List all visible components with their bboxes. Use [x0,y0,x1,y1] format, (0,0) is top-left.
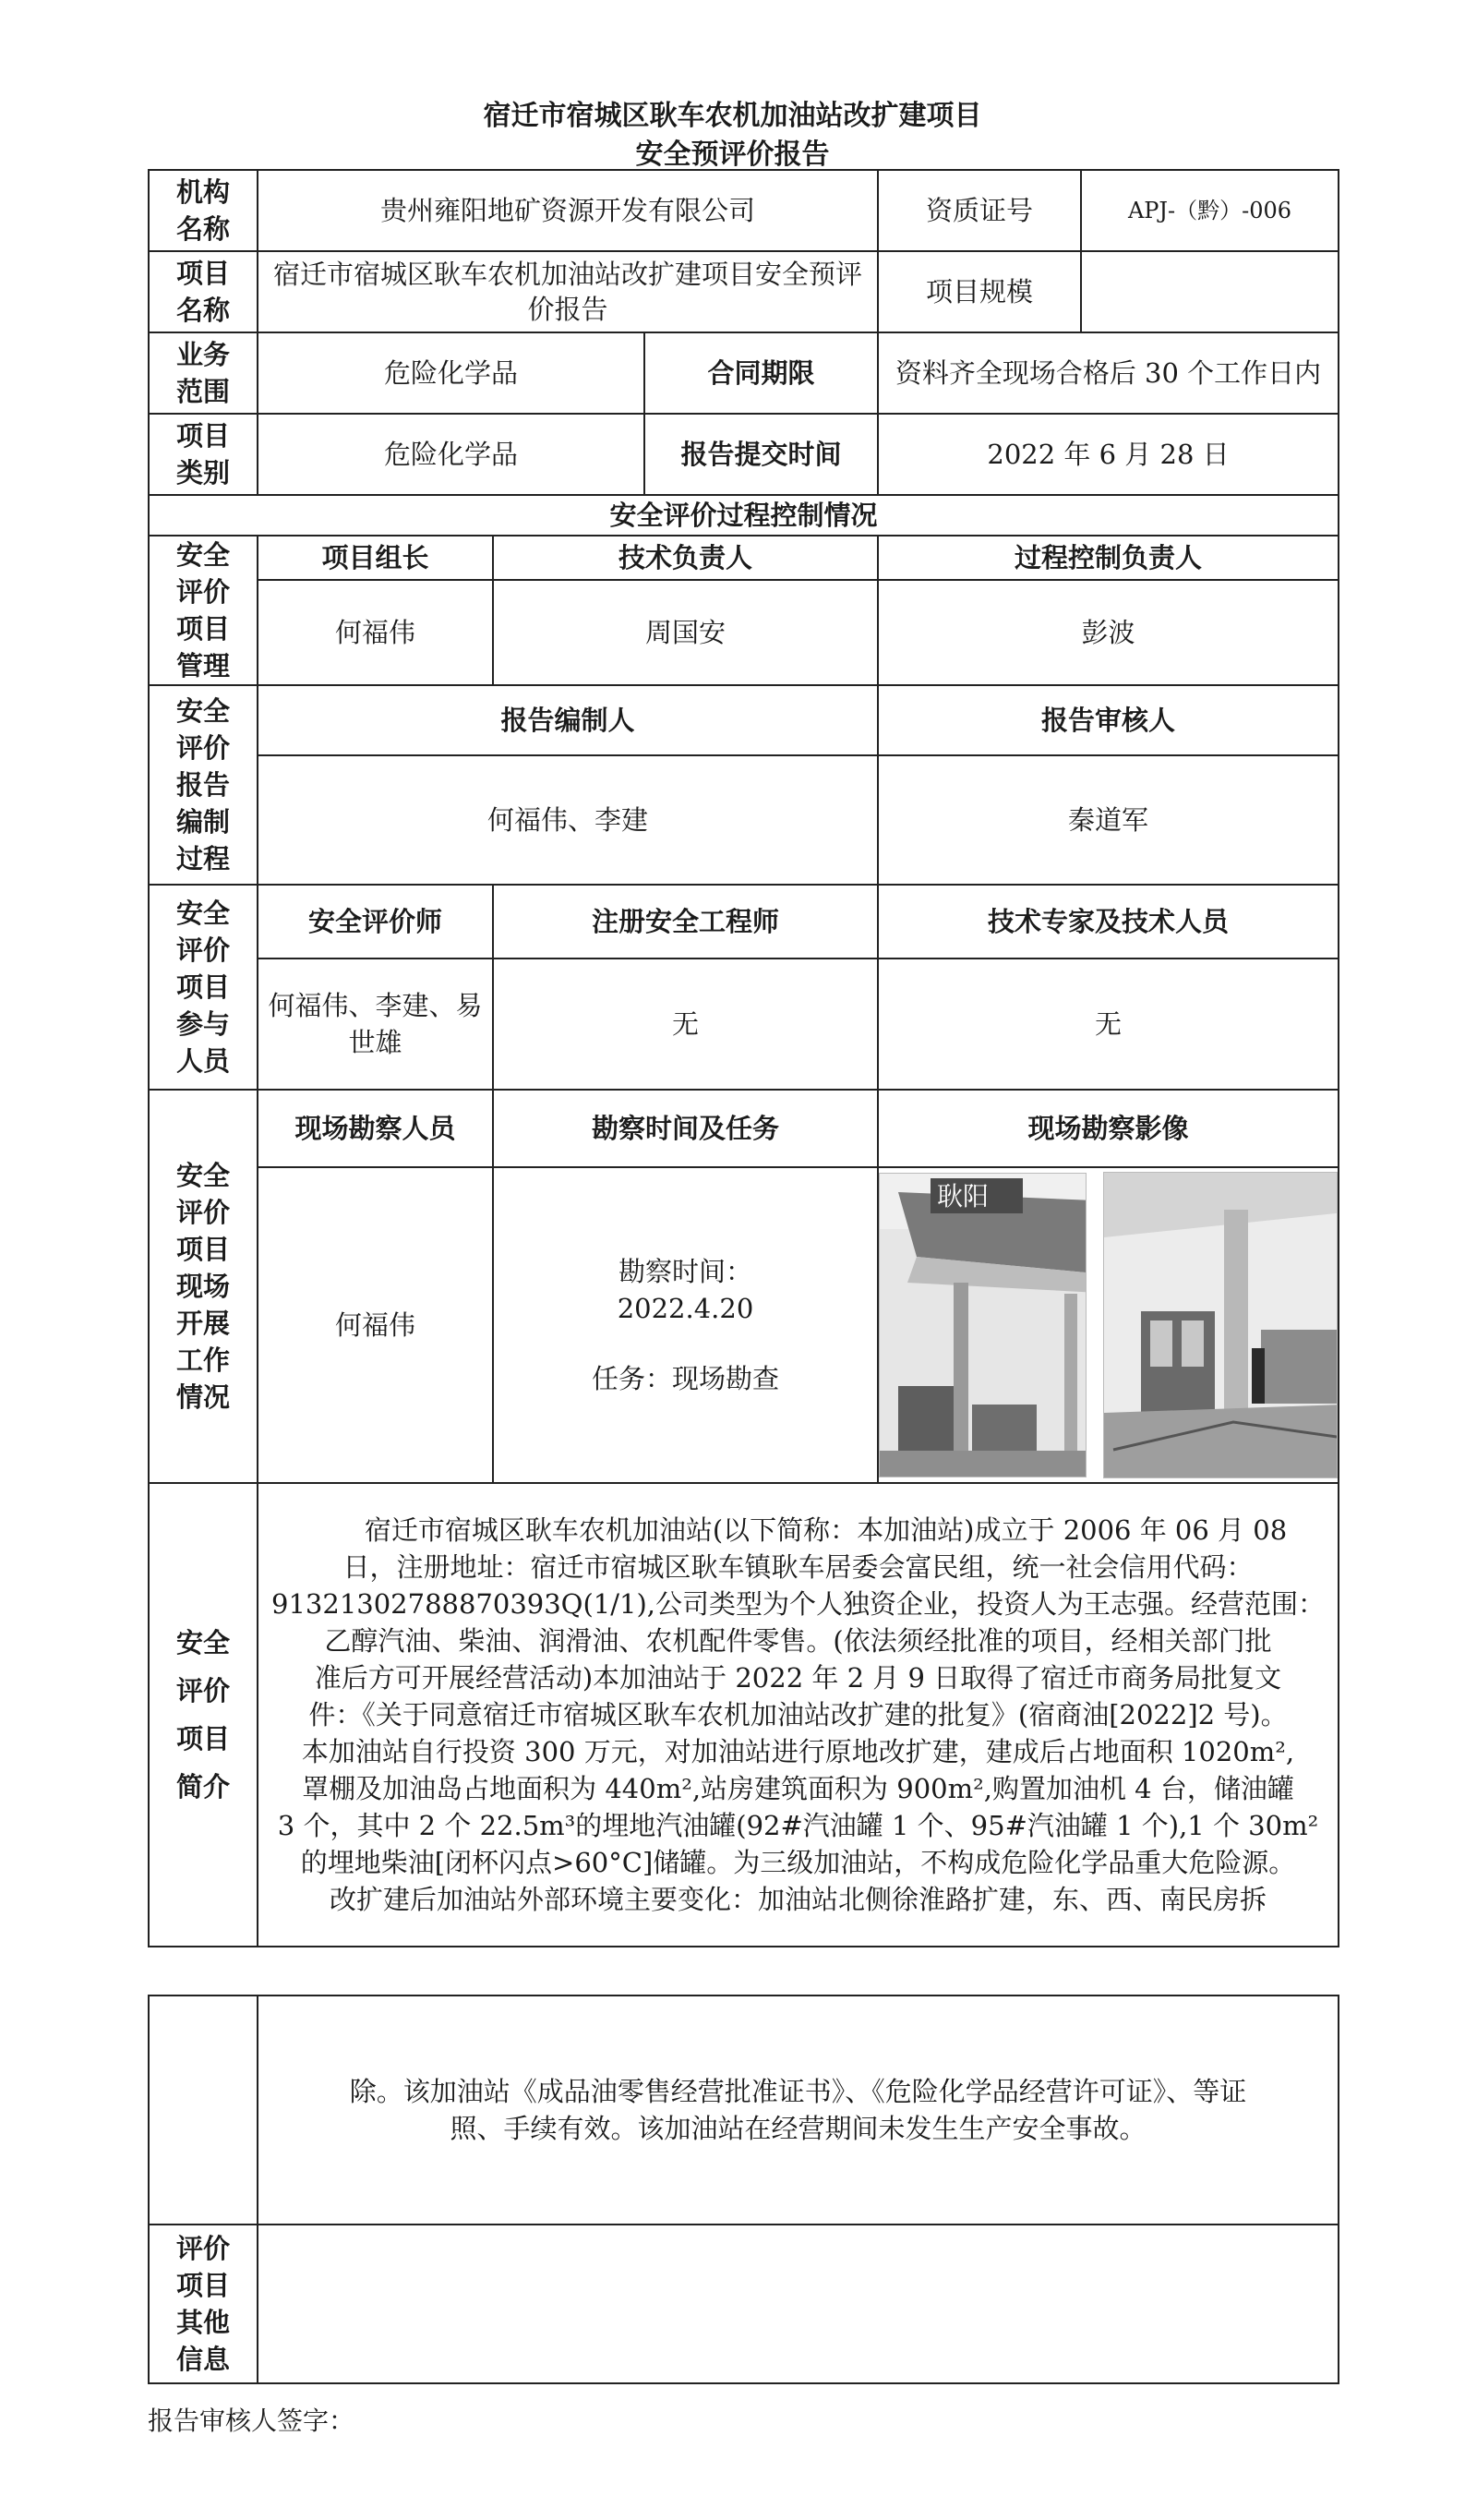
business-scope-value: 危险化学品 [258,332,644,414]
experts-value: 无 [878,959,1339,1090]
tech-lead-header: 技术负责人 [493,536,878,580]
intro-continued-label [149,1996,258,2225]
survey-task: 任务：现场勘查 [592,1363,780,1394]
survey-time-cell [493,1167,878,1483]
report-compile-label: 安全 评价 报告 编制 过程 [149,685,258,885]
org-name-label: 机构 名称 [149,170,258,251]
cert-number-label: 资质证号 [879,171,1082,250]
contract-period-label: 合同期限 [644,332,878,414]
continuation-table [148,1995,1339,2384]
evaluator-header: 安全评价师 [258,885,493,959]
project-intro-text [258,1483,1339,1947]
participants-label: 安全 评价 项目 参与 人员 [149,885,258,1090]
survey-time-header: 勘察时间及任务 [493,1090,878,1167]
document-title: 宿迁市宿城区耿车农机加油站改扩建项目 [483,100,982,132]
intro-line: 日，注册地址：宿迁市宿城区耿车镇耿车居委会富民组，统一社会信用代码： [342,1551,1254,1583]
submit-time-value: 2022 年 6 月 28 日 [878,414,1339,495]
intro-line: 的埋地柴油[闭杯闪点>60°C]储罐。为三级加油站，不构成危险化学品重大危险源。 [300,1847,1296,1878]
process-section-title: 安全评价过程控制情况 [149,495,1339,536]
leader-header: 项目组长 [258,536,493,580]
intro-line: 除。该加油站《成品油零售经营批准证书》、《危险化学品经营许可证》、等证 [349,2076,1247,2107]
survey-date: 2022.4.20 [617,1293,754,1324]
field-work-label: 安全 评价 项目 现场 开展 工作 情况 [149,1090,258,1483]
process-control-value: 彭波 [878,580,1339,685]
engineers-value: 无 [493,959,878,1090]
survey-time-label: 勘察时间： [618,1256,753,1287]
other-info-value [258,2225,1339,2383]
project-category-label: 项目 类别 [149,414,258,495]
surveyor-header: 现场勘察人员 [258,1090,493,1167]
intro-line: 3 个，其中 2 个 22.5m³的埋地汽油罐(92#汽油罐 1 个、95#汽油罐 1 个),1 个 30m² [277,1810,1319,1841]
intro-line: 照、手续有效。该加油站在经营期间未发生生产安全事故。 [450,2113,1147,2144]
business-scope-label: 业务 范围 [149,332,258,414]
evaluation-info-table [148,169,1339,1947]
intro-line: 罩棚及加油岛占地面积为 440m²,站房建筑面积为 900m²,购置加油机 4 台，储油罐 [302,1773,1294,1804]
survey-photo-dispenser [1103,1172,1338,1478]
surveyor-value: 何福伟 [258,1167,493,1483]
submit-time-label: 报告提交时间 [644,414,878,495]
cert-number-value: APJ-（黔）-006 [1127,198,1292,223]
photo-sign-text: 耿阳 [937,1181,990,1212]
intro-continued-text [258,1996,1339,2225]
reviewer-header: 报告审核人 [878,685,1339,755]
project-category-value: 危险化学品 [258,414,644,495]
leader-value: 何福伟 [258,580,493,685]
engineer-header: 注册安全工程师 [493,885,878,959]
reviewer-value: 秦道军 [878,755,1339,885]
document-subtitle: 安全预评价报告 [635,139,830,171]
project-scale-value [1082,252,1338,332]
intro-line: 准后方可开展经营活动)本加油站于 2022 年 2 月 9 日取得了宿迁市商务局批复文 [314,1662,1282,1694]
project-management-label: 安全 评价 项目 管理 [149,536,258,685]
intro-line: 改扩建后加油站外部环境主要变化：加油站北侧徐淮路扩建，东、西、南民房拆 [330,1884,1267,1915]
survey-photos-cell [878,1167,1339,1483]
survey-photo-canopy [879,1173,1087,1477]
expert-header: 技术专家及技术人员 [878,885,1339,959]
org-name-value: 贵州雍阳地矿资源开发有限公司 [258,170,878,251]
compiler-value: 何福伟、李建 [258,755,878,885]
reviewer-signature-label: 报告审核人签字： [148,2405,355,2436]
evaluators-value: 何福伟、李建、易世雄 [258,959,493,1090]
project-name-label: 项目 名称 [149,251,258,332]
intro-line: 91321302788870393Q(1/1),公司类型为个人独资企业，投资人为王志强。经营范围： [271,1588,1325,1620]
intro-line: 本加油站自行投资 300 万元，对加油站进行原地改扩建，建成后占地面积 1020m², [301,1736,1295,1767]
intro-line: 乙醇汽油、柴油、润滑油、农机配件零售。(依法须经批准的项目，经相关部门批 [324,1625,1272,1657]
survey-photo-header: 现场勘察影像 [878,1090,1339,1167]
contract-period-value: 资料齐全现场合格后 30 个工作日内 [878,332,1339,414]
intro-line: 件：《关于同意宿迁市宿城区耿车农机加油站改扩建的批复》(宿商油[2022]2 号)。 [308,1699,1288,1730]
process-control-header: 过程控制负责人 [878,536,1339,580]
compiler-header: 报告编制人 [258,685,878,755]
project-intro-label: 安全 评价 项目 简介 [149,1483,258,1947]
tech-lead-value: 周国安 [493,580,878,685]
other-info-label: 评价 项目 其他 信息 [149,2225,258,2383]
project-scale-label: 项目规模 [879,252,1082,332]
project-name-value: 宿迁市宿城区耿车农机加油站改扩建项目安全预评价报告 [258,251,878,332]
intro-line: 宿迁市宿城区耿车农机加油站(以下简称：本加油站)成立于 2006 年 06 月 08 [364,1514,1288,1546]
